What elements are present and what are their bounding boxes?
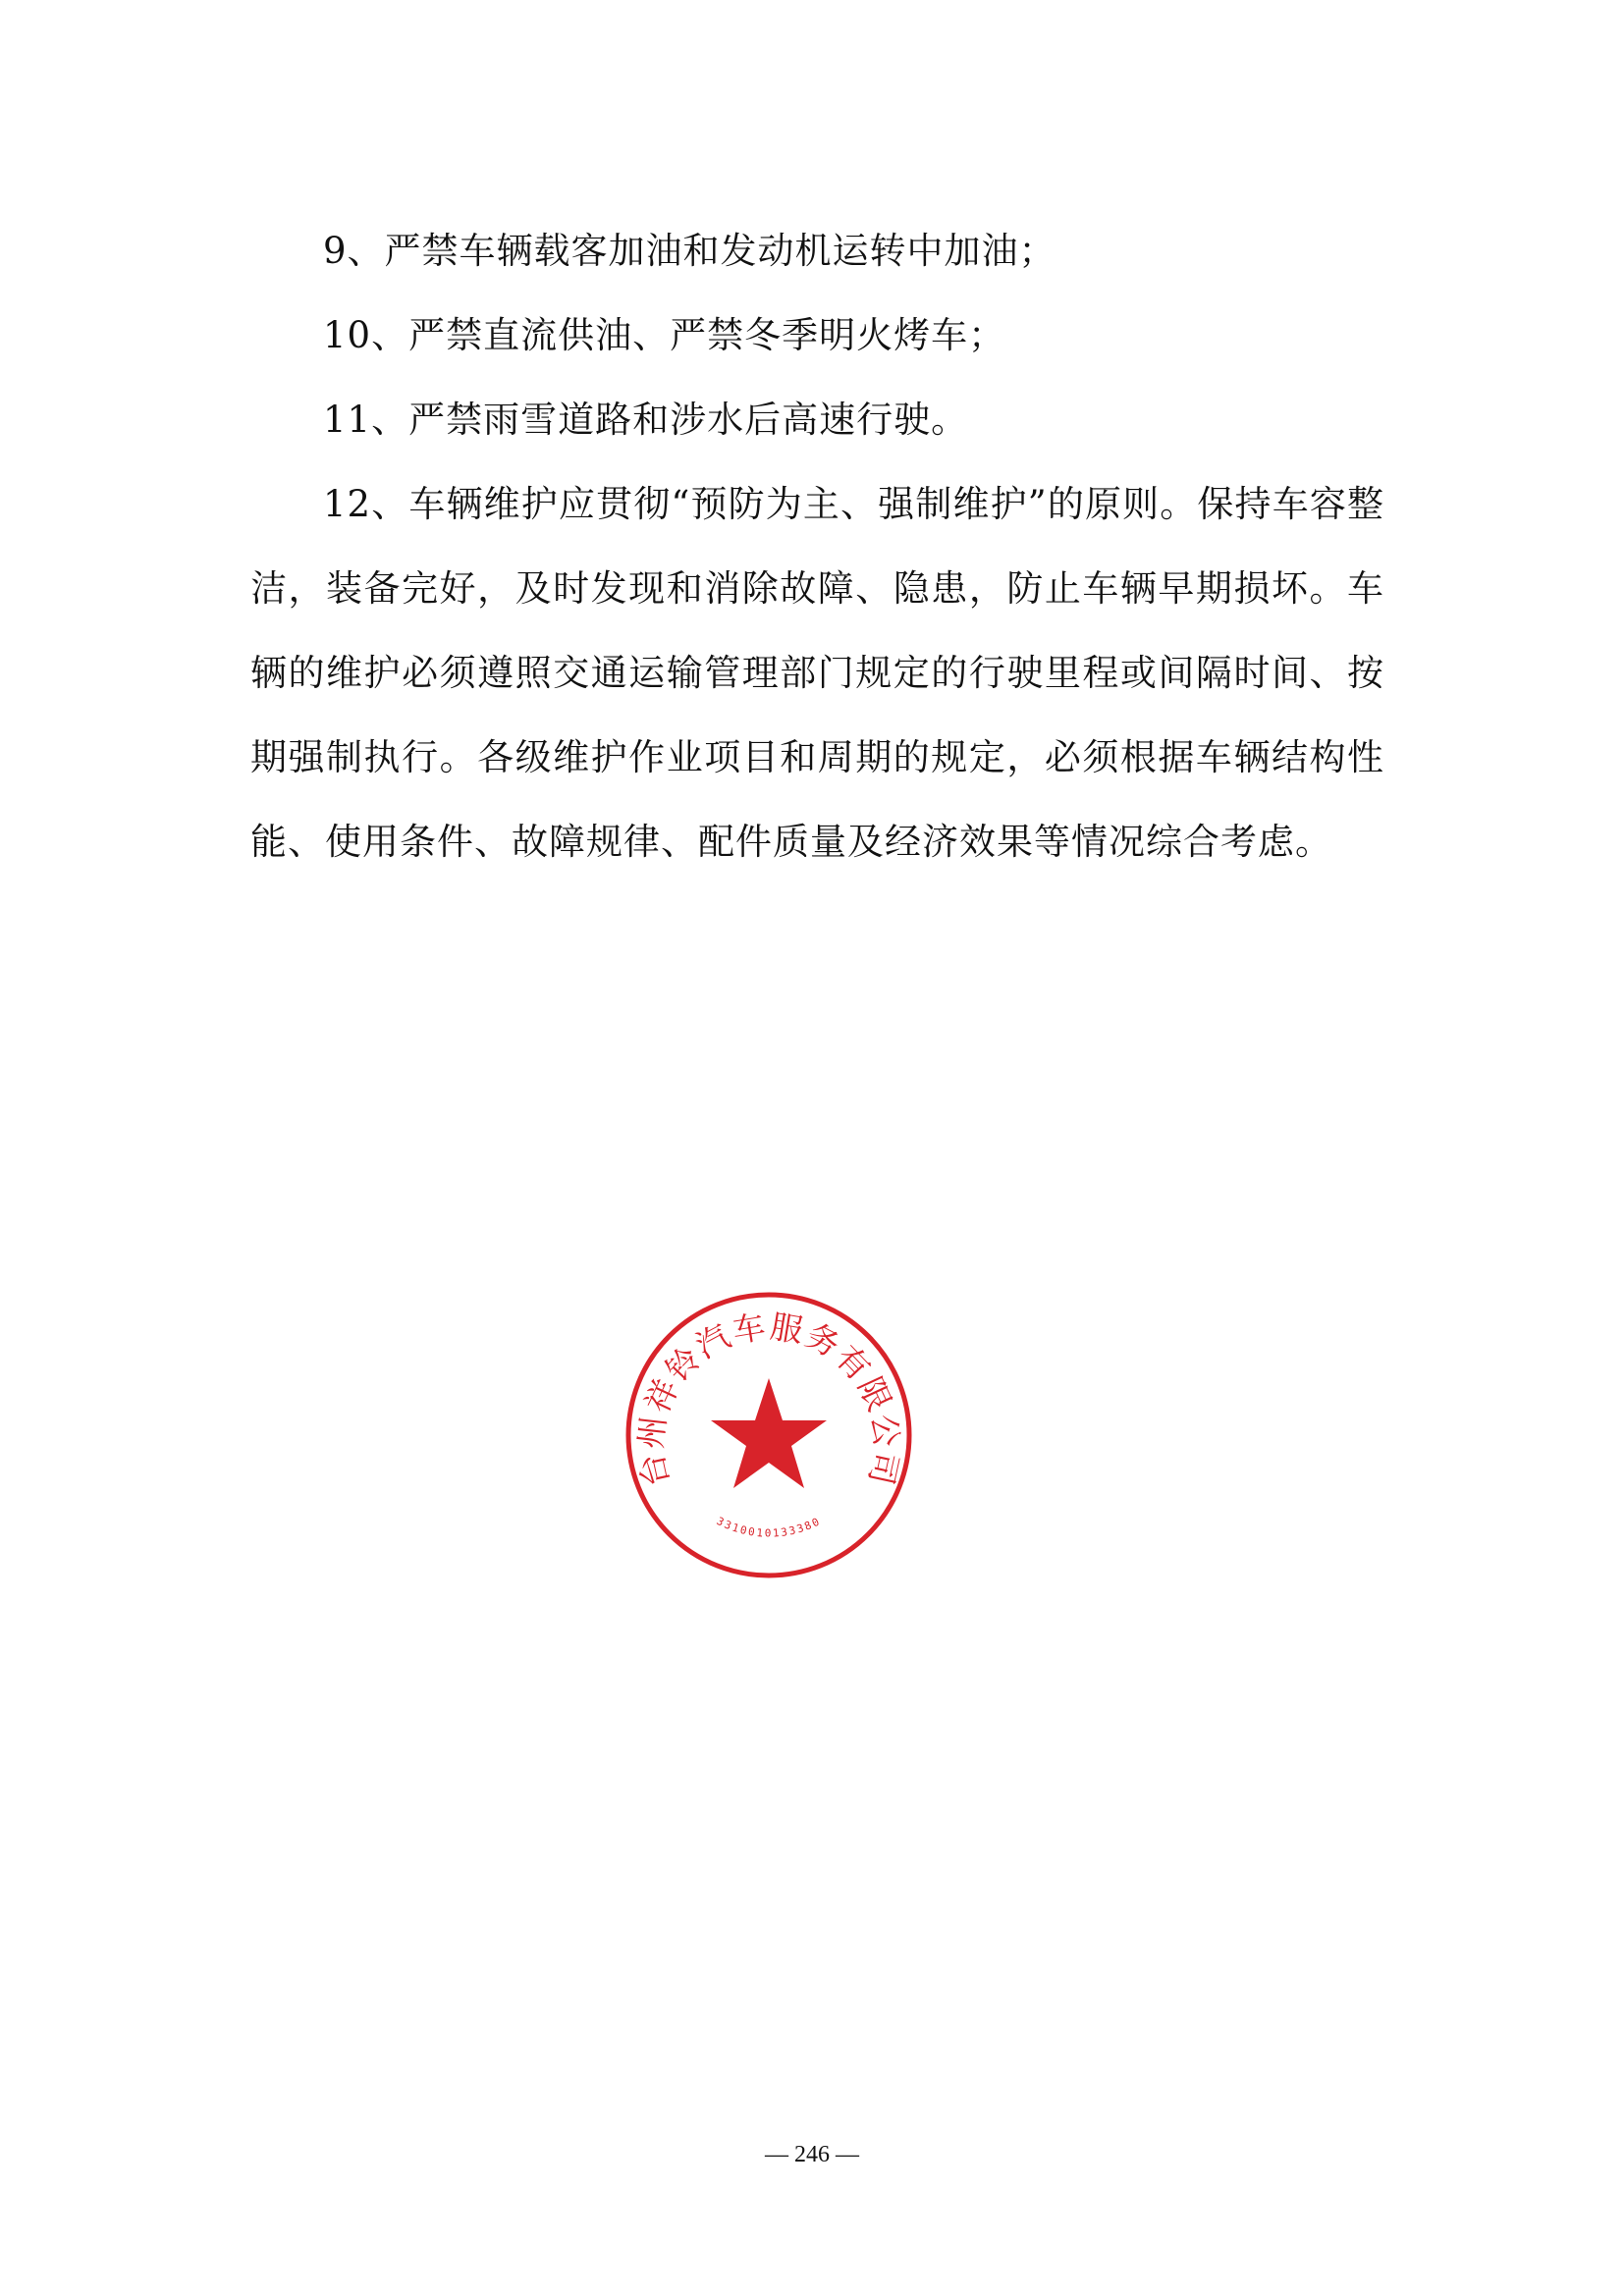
seal-company-name: 台州祥铃汽车服务有限公司	[630, 1307, 907, 1491]
body-text	[250, 209, 1384, 884]
paragraph-11: 11、严禁雨雪道路和涉水后高速行驶。	[323, 399, 969, 441]
seal-code: 3310010133380	[714, 1514, 824, 1540]
company-seal	[622, 1288, 916, 1582]
page-number: — 246 —	[765, 2142, 859, 2167]
paragraph-12: 12、车辆维护应贯彻“预防为主、强制维护”的原则。保持车容整洁，装备完好，及时发现和消除故障、隐患，防止车辆早期损坏。车辆的维护必须遵照交通运输管理部门规定的行驶里程或间隔时间、按期强制执行。各级维护作业项目和周期的规定，必须根据车辆结构性能、使用条件、故障规律、配件质量及经济效果等情况综合考虑。	[250, 483, 1384, 863]
paragraph-9: 9、严禁车辆载客加油和发动机运转中加油；	[323, 230, 1056, 272]
seal-graphic	[622, 1288, 916, 1582]
seal-star-icon	[711, 1378, 827, 1488]
paragraph-10: 10、严禁直流供油、严禁冬季明火烤车；	[323, 314, 1006, 356]
